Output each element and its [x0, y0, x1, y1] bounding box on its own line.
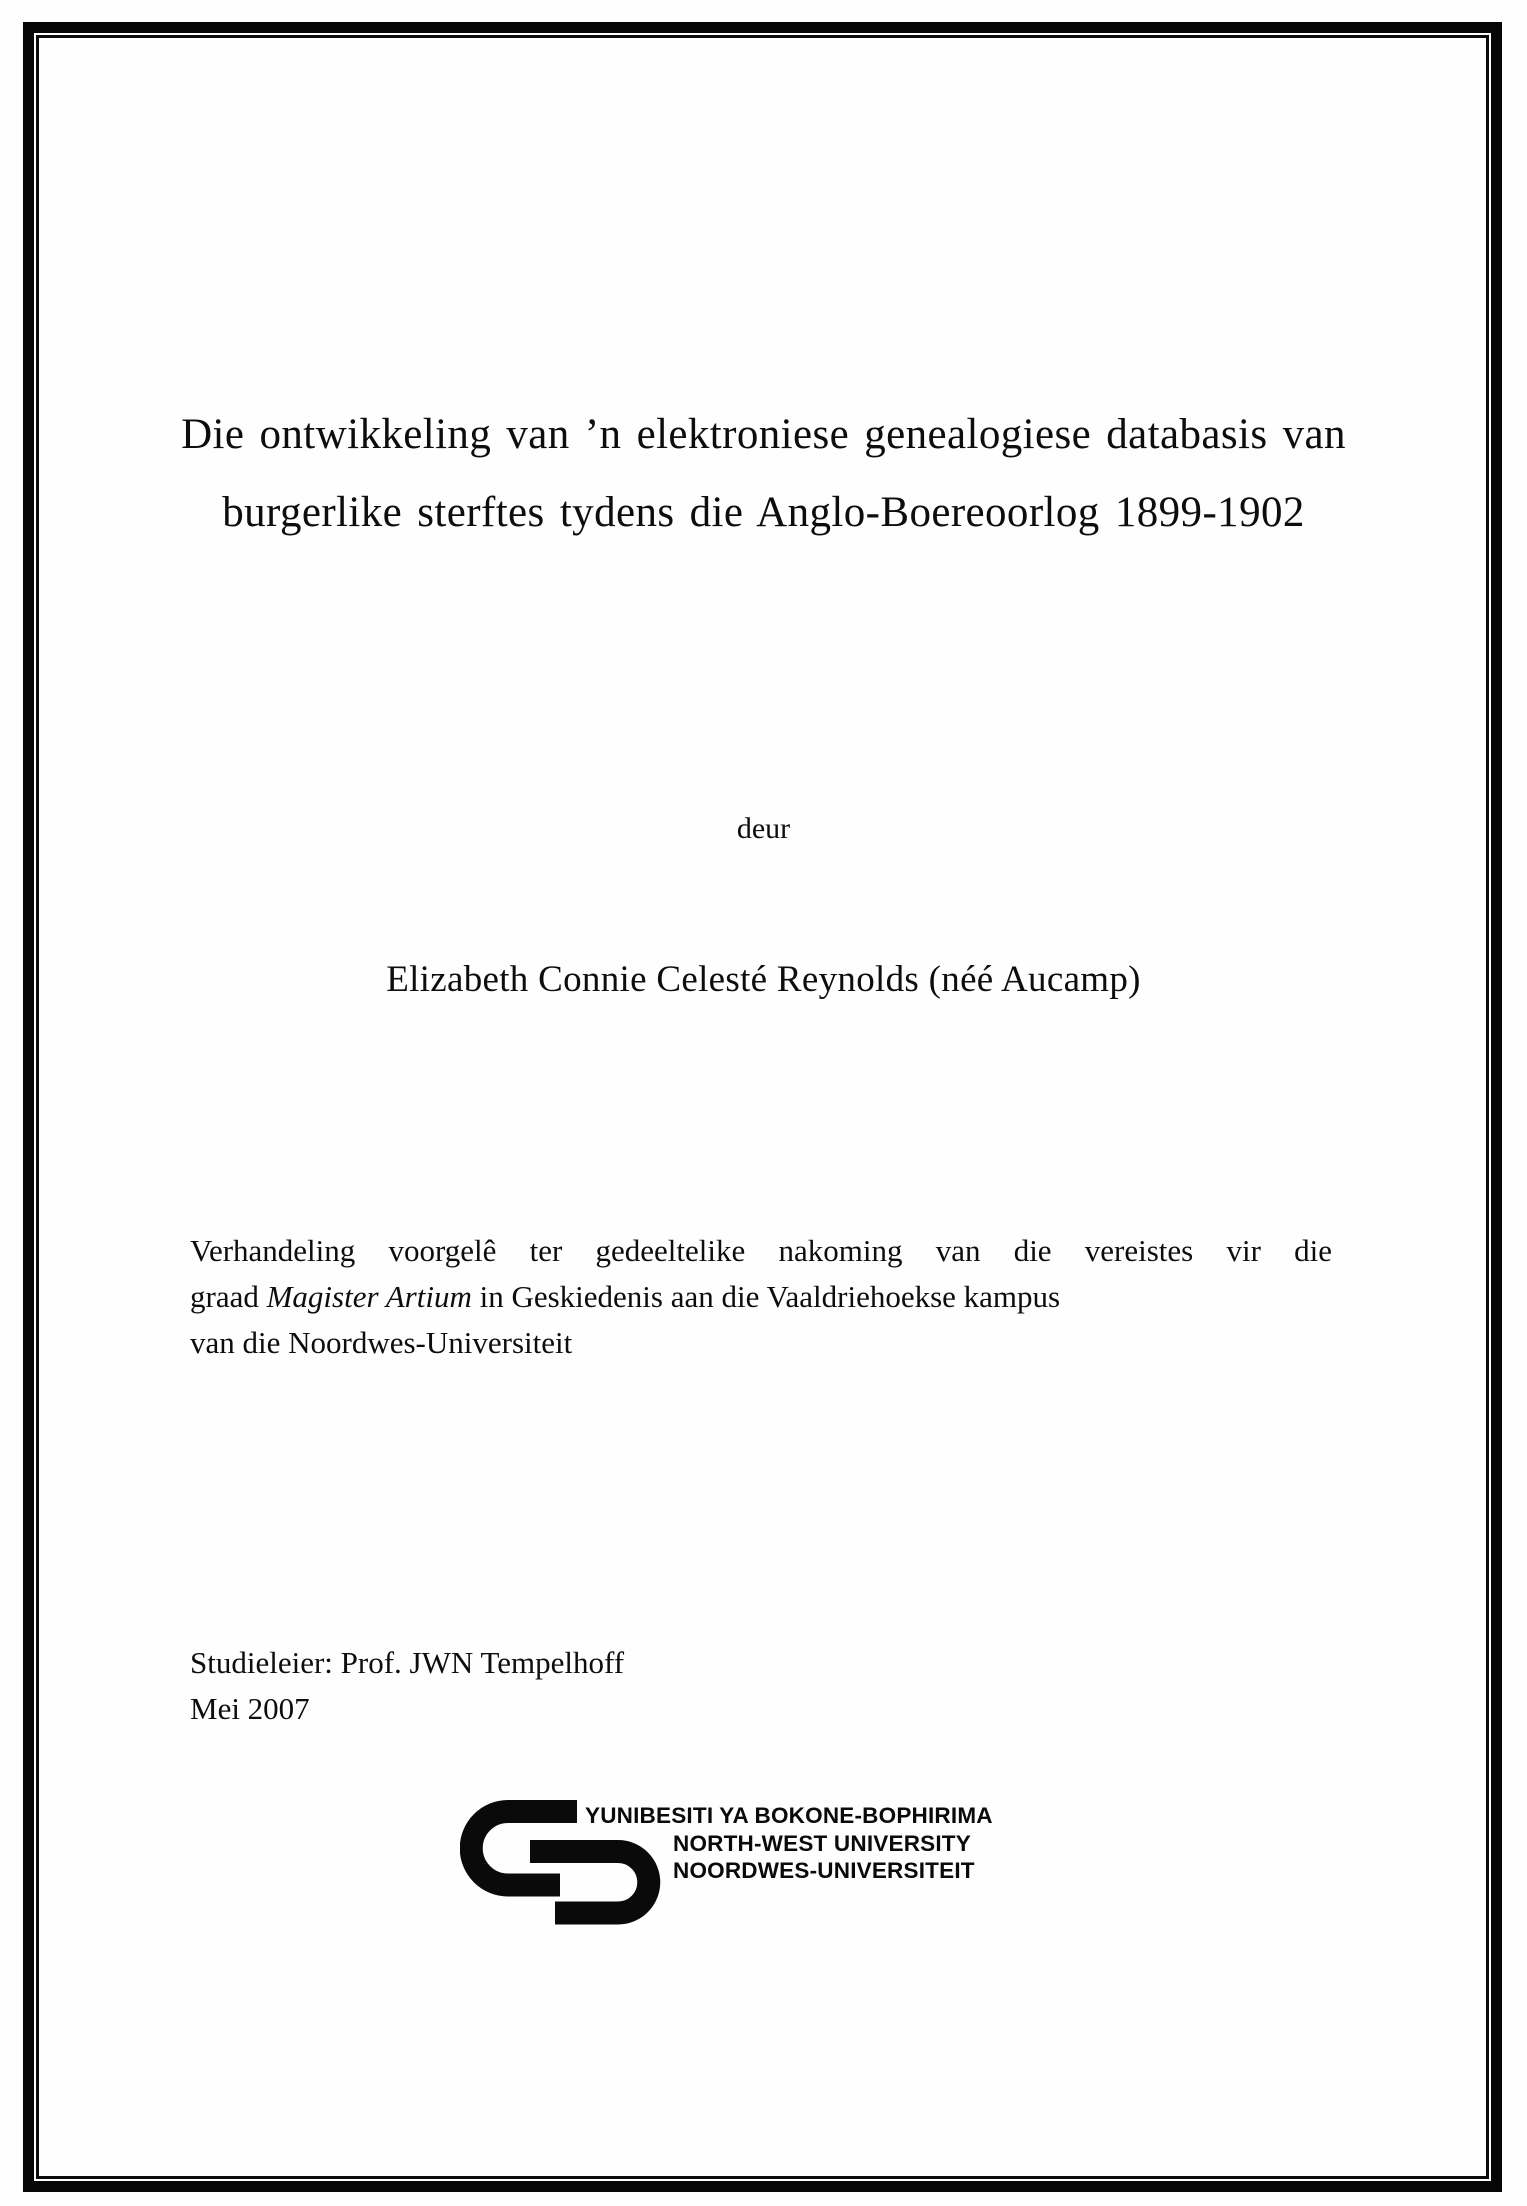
thesis-title-line-2: burgerlike sterftes tydens die Anglo-Boereoorlog 1899-1902 — [222, 489, 1305, 536]
university-logo — [460, 1796, 1120, 1936]
declaration-line-2-post: in Geskiedenis aan die Vaaldriehoekse kampus — [471, 1279, 1061, 1314]
declaration-line-1: Verhandeling voorgelê ter gedeeltelike nakoming van die vereistes vir die — [190, 1233, 1332, 1268]
university-logo-text — [585, 1802, 993, 1885]
thesis-title — [0, 396, 1527, 552]
supervisor-line: Studieleier: Prof. JWN Tempelhoff — [190, 1645, 625, 1680]
degree-declaration — [190, 1228, 1332, 1366]
declaration-line-2 — [190, 1274, 1332, 1320]
logo-text-line-1: YUNIBESITI YA BOKONE-BOPHIRIMA — [585, 1803, 993, 1828]
declaration-line-2-pre: graad — [190, 1279, 267, 1314]
date-line: Mei 2007 — [190, 1691, 310, 1726]
logo-text-line-2: NORTH-WEST UNIVERSITY — [673, 1830, 971, 1856]
declaration-line-3: van die Noordwes-Universiteit — [190, 1325, 573, 1360]
degree-name-italic: Magister Artium — [266, 1279, 472, 1314]
byline-deur: deur — [736, 812, 791, 845]
logo-text-line-3: NOORDWES-UNIVERSITEIT — [673, 1858, 975, 1883]
thesis-title-line-1: Die ontwikkeling van ’n elektroniese genealogiese databasis van — [181, 411, 1346, 458]
author-name: Elizabeth Connie Celesté Reynolds (néé Aucamp) — [386, 959, 1141, 1000]
